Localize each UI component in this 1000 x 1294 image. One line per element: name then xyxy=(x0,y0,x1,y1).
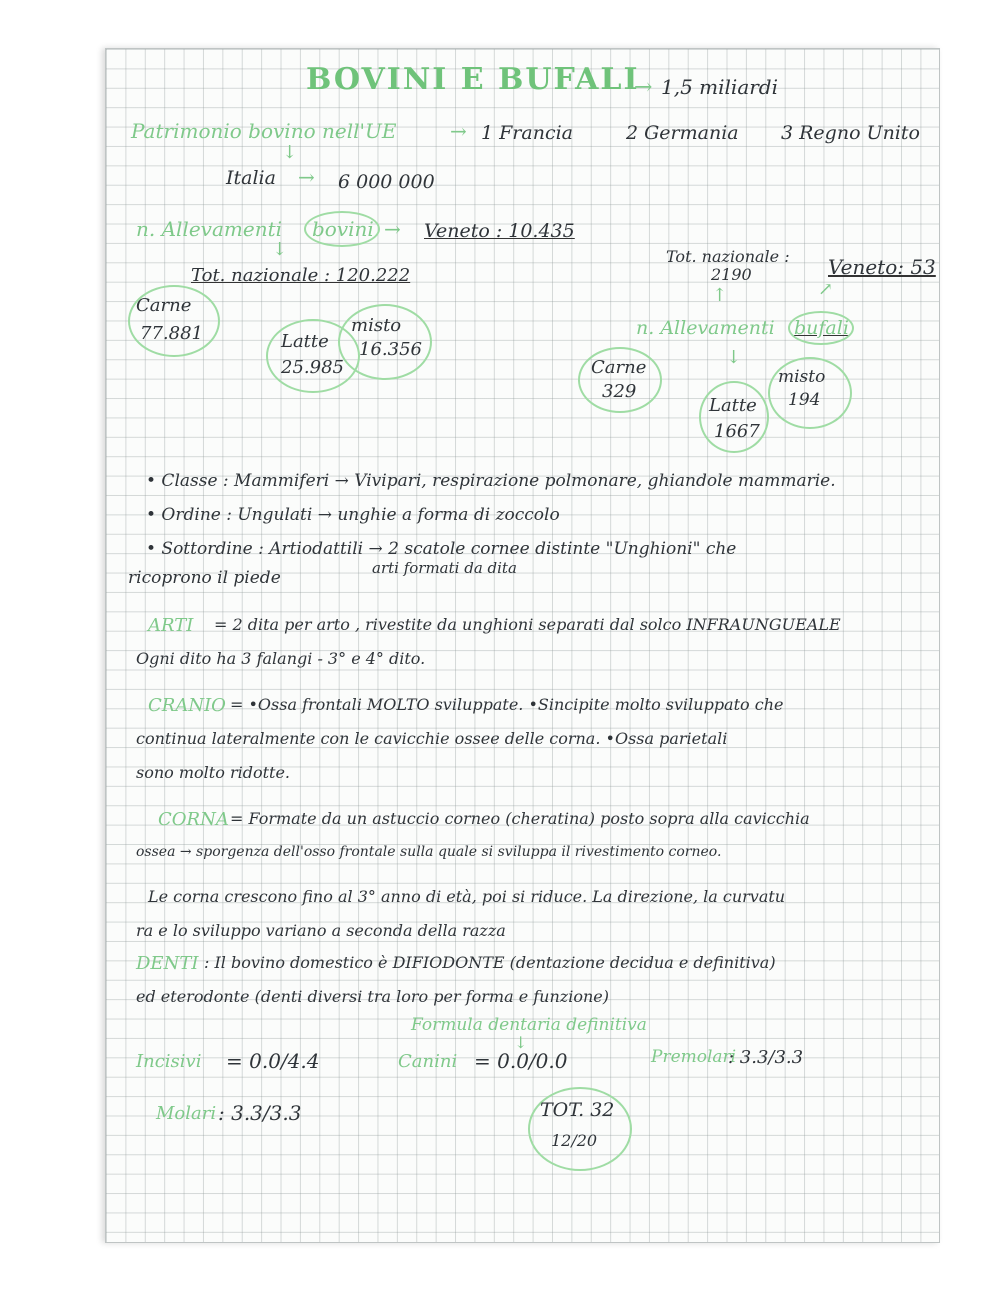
arrow-icon: → xyxy=(384,217,401,241)
sottordine-note: arti formati da dita xyxy=(372,559,517,577)
arti-line-2: Ogni dito ha 3 falangi - 3° e 4° dito. xyxy=(136,649,426,668)
incisivi-label: Incisivi xyxy=(136,1051,202,1072)
bufali-latte-label: Latte xyxy=(709,395,757,416)
bovini-latte-label: Latte xyxy=(281,331,329,352)
bovini-totale: Tot. nazionale : 120.222 xyxy=(191,265,411,286)
bovini-misto-label: misto xyxy=(351,315,402,336)
bufali-carne-value: 329 xyxy=(602,381,637,402)
cranio-line-3: sono molto ridotte. xyxy=(136,763,290,782)
bufali-totale-label: Tot. nazionale : xyxy=(666,247,790,266)
italia-label: Italia xyxy=(226,167,276,189)
arrow-down-icon: ↓ xyxy=(726,347,742,368)
classe-line: • Classe : Mammiferi → Vivipari, respirazione polmonare, ghiandole mammarie. xyxy=(146,471,836,491)
canini-label: Canini xyxy=(398,1051,458,1072)
sottordine-continuation: ricoprono il piede xyxy=(128,568,281,588)
page-title: BOVINI E BUFALI xyxy=(306,62,640,97)
corna-line-4: ra e lo sviluppo variano a seconda della razza xyxy=(136,921,506,940)
arrow-icon: → xyxy=(634,75,653,100)
arti-line-1: = 2 dita per arto , rivestite da unghioni separati dal solco INFRAUNGUEALE xyxy=(214,615,841,634)
notebook-page xyxy=(105,48,940,1243)
denti-line-1: : Il bovino domestico è DIFIODONTE (dentazione decidua e definitiva) xyxy=(204,953,776,972)
arrow-down-icon: ↓ xyxy=(272,239,288,260)
bufali-latte-value: 1667 xyxy=(714,421,760,442)
cranio-line-2: continua lateralmente con le cavicchie ossee delle corna. •Ossa parietali xyxy=(136,729,728,748)
highlight-circle xyxy=(699,381,769,453)
bovini-misto-value: 16.356 xyxy=(359,339,422,360)
bovini-label-b: bovini xyxy=(312,217,374,241)
italia-value: 6 000 000 xyxy=(338,171,435,193)
bufali-label: n. Allevamenti xyxy=(636,317,775,339)
rank-2: 2 Germania xyxy=(626,122,739,144)
arrow-down-icon: ↓ xyxy=(282,142,298,163)
bufali-totale-value: 2190 xyxy=(711,265,752,284)
patrimonio-label: Patrimonio bovino nell'UE xyxy=(131,119,397,143)
teeth-fraction: 12/20 xyxy=(551,1131,598,1150)
bovini-carne-label: Carne xyxy=(136,295,192,316)
highlight-circle xyxy=(788,311,854,345)
bufali-label-b: bufali xyxy=(794,317,849,339)
bufali-misto-label: misto xyxy=(778,367,826,387)
arrow-down-icon: ↓ xyxy=(514,1033,528,1052)
cranio-label: CRANIO xyxy=(148,695,226,716)
bufali-veneto: Veneto: 53 xyxy=(828,255,936,279)
molari-value: : 3.3/3.3 xyxy=(218,1101,302,1125)
corna-label: CORNA xyxy=(158,809,229,830)
bufali-carne-label: Carne xyxy=(591,357,647,378)
premolari-value: : 3.3/3.3 xyxy=(728,1047,804,1068)
bovini-latte-value: 25.985 xyxy=(281,357,344,378)
highlight-circle xyxy=(304,211,380,247)
corna-line-2: ossea → sporgenza dell'osso frontale sulla quale si sviluppa il rivestimento corneo. xyxy=(136,844,722,860)
title-total: 1,5 miliardi xyxy=(661,75,779,99)
arti-label: ARTI xyxy=(148,615,194,636)
formula-title: Formula dentaria definitiva xyxy=(411,1015,647,1035)
denti-label: DENTI xyxy=(136,953,199,974)
rank-1: 1 Francia xyxy=(481,122,574,144)
corna-line-3: Le corna crescono fino al 3° anno di età, poi si riduce. La direzione, la curvatu xyxy=(148,887,786,906)
arrow-icon: → xyxy=(450,119,467,143)
molari-label: Molari xyxy=(156,1103,217,1124)
rank-3: 3 Regno Unito xyxy=(781,122,920,144)
sottordine-line: • Sottordine : Artiodattili → 2 scatole cornee distinte "Unghioni" che xyxy=(146,539,737,559)
total-teeth: TOT. 32 xyxy=(540,1099,615,1121)
premolari-label: Premolari xyxy=(651,1047,737,1067)
bufali-misto-value: 194 xyxy=(788,390,821,410)
incisivi-value: = 0.0/4.4 xyxy=(226,1049,320,1073)
cranio-line-1: = •Ossa frontali MOLTO sviluppate. •Sincipite molto sviluppato che xyxy=(230,695,784,714)
bovini-label: n. Allevamenti xyxy=(136,217,283,241)
denti-line-2: ed eterodonte (denti diversi tra loro per forma e funzione) xyxy=(136,987,609,1006)
arrow-up-icon: ↑ xyxy=(712,285,728,306)
bovini-carne-value: 77.881 xyxy=(140,323,203,344)
arrow-icon: → xyxy=(298,165,315,189)
arrow-up-right-icon: ↗ xyxy=(818,279,834,300)
bovini-veneto: Veneto : 10.435 xyxy=(424,220,575,242)
ordine-line: • Ordine : Ungulati → unghie a forma di zoccolo xyxy=(146,505,560,525)
canini-value: = 0.0/0.0 xyxy=(474,1049,568,1073)
corna-line-1: = Formate da un astuccio corneo (cheratina) posto sopra alla cavicchia xyxy=(230,809,810,828)
